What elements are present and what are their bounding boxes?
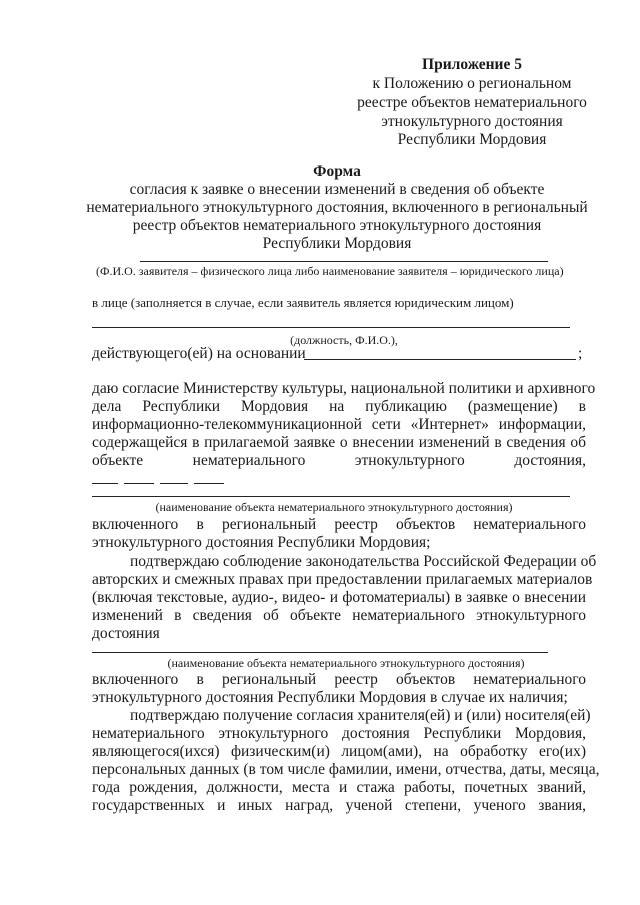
title-line: реестр объектов нематериального этнокультурного достояния bbox=[132, 217, 542, 234]
paragraph-line: этнокультурного достояния Республики Мордовия; bbox=[92, 534, 431, 551]
position-blank-line[interactable] bbox=[92, 327, 570, 328]
paragraph-line: объекте нематериального этнокультурного достояния, bbox=[92, 452, 586, 469]
title-line: согласия к заявке о внесении изменений в сведения об объекте bbox=[129, 181, 545, 198]
paragraph-line: этнокультурного достояния Республики Мордовия в случае их наличия; bbox=[92, 689, 568, 706]
object-caption: (наименование объекта нематериального этнокультурного достояния) bbox=[155, 500, 513, 514]
object-caption: (наименование объекта нематериального этнокультурного достояния) bbox=[167, 656, 525, 670]
paragraph-line: включенного в региональный реестр объектов нематериального bbox=[92, 516, 586, 533]
object-blank-line[interactable] bbox=[92, 496, 570, 497]
basis-blank-line[interactable] bbox=[304, 359, 576, 360]
paragraph-line: изменений в сведения об объекте нематериального этнокультурного bbox=[92, 607, 586, 624]
form-heading: Форма bbox=[313, 163, 361, 180]
position-caption: (должность, Ф.И.О.), bbox=[290, 333, 398, 347]
basis-end: ; bbox=[578, 345, 583, 362]
paragraph-line: авторских и смежных правах при предоставлении прилагаемых материалов bbox=[92, 571, 593, 588]
paragraph-line: дела Республики Мордовия на публикацию (размещение) в bbox=[92, 398, 586, 415]
header-line: Республики Мордовия bbox=[397, 131, 547, 148]
header-line: к Положению о региональном bbox=[372, 75, 572, 92]
appendix-number: Приложение 5 bbox=[422, 56, 522, 73]
title-line: Республики Мордовия bbox=[262, 235, 412, 252]
paragraph-line: являющегося(ихся) физическим(и) лицом(ами), на обработку его(их) bbox=[92, 743, 586, 760]
basis-label: действующего(ей) на основании bbox=[92, 345, 306, 362]
header-line: этнокультурного достояния bbox=[381, 113, 563, 130]
paragraph-line: информационно-телекоммуникационной сети «Интернет» информации, bbox=[92, 416, 586, 433]
paragraph-line: государственных и иных наград, ученой степени, ученого звания, bbox=[92, 797, 586, 814]
paragraph-line: года рождения, должности, места и стажа работы, почетных званий, bbox=[92, 779, 586, 796]
blank-dash bbox=[124, 483, 154, 484]
blank-dash bbox=[92, 483, 118, 484]
representative-note: в лице (заполняется в случае, если заявитель является юридическим лицом) bbox=[92, 295, 514, 310]
title-line: нематериального этнокультурного достояния, включенного в региональный bbox=[86, 199, 588, 216]
paragraph-line: персональных данных (в том числе фамилии, имени, отчества, даты, месяца, bbox=[92, 761, 600, 778]
header-line: реестре объектов нематериального bbox=[357, 94, 587, 111]
paragraph-line: содержащейся в прилагаемой заявке о внесении изменений в сведения об bbox=[92, 434, 586, 451]
paragraph-line: даю согласие Министерству культуры, национальной политики и архивного bbox=[92, 380, 596, 397]
paragraph-line: достояния bbox=[92, 625, 160, 642]
blank-dash bbox=[160, 483, 188, 484]
paragraph-line: включенного в региональный реестр объектов нематериального bbox=[92, 671, 586, 688]
applicant-caption: (Ф.И.О. заявителя – физического лица либо наименование заявителя – юридического лица) bbox=[96, 264, 564, 278]
paragraph-line: нематериального этнокультурного достояния Республики Мордовия, bbox=[92, 725, 586, 742]
applicant-blank-line[interactable] bbox=[140, 261, 548, 262]
object-blank-line[interactable] bbox=[92, 652, 548, 653]
paragraph-line: подтверждаю соблюдение законодательства Российской Федерации об bbox=[130, 553, 597, 570]
blank-dash bbox=[194, 483, 224, 484]
paragraph-line: подтверждаю получение согласия хранителя(ей) и (или) носителя(ей) bbox=[130, 707, 591, 724]
paragraph-line: (включая текстовые, аудио-, видео- и фотоматериалы) в заявке о внесении bbox=[92, 589, 586, 606]
